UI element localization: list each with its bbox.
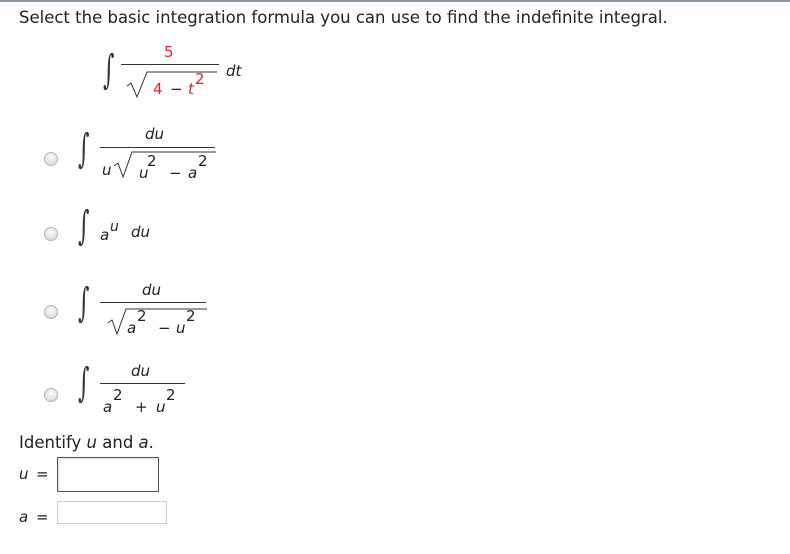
radicand-variable: t [188,80,194,98]
integral-numerator: 5 [164,43,174,61]
option-a-den-exp2: 2 [198,152,208,170]
integral-sign: ∫ [78,360,90,406]
option-a-numerator: du [145,125,165,143]
fraction-bar [100,383,185,384]
u-field-label: u [19,465,29,483]
option-c-den-exp1: 2 [137,307,147,325]
radicand-constant: 4 [153,80,163,98]
identify-suffix: . [148,433,154,452]
u-input[interactable] [57,457,159,492]
option-a-den-exp1: 2 [147,152,157,170]
option-c-den-exp2: 2 [186,307,196,325]
option-a-den-term2: a [188,164,198,182]
option-d-den-exp1: 2 [113,386,123,404]
option-c-den-term1: a [127,319,137,337]
fraction-bar [100,147,215,148]
option-d-den-term1: a [103,398,113,416]
integral-sign: ∫ [78,280,90,326]
option-c-den-term2: u [176,319,186,337]
identify-a: a [138,433,149,452]
differential: dt [226,62,242,80]
option-c-radio[interactable] [44,305,58,319]
option-d-numerator: du [131,362,151,380]
option-d-den-exp2: 2 [166,386,176,404]
a-field-label: a [19,508,29,526]
option-a-den-term1: u [139,164,149,182]
option-d-den-term2: u [156,398,166,416]
integral-sign: ∫ [78,126,90,172]
option-a-radio[interactable] [44,152,58,166]
option-b-exponent: u [110,219,119,235]
identify-prefix: Identify [19,433,87,452]
option-d-radio[interactable] [44,388,58,402]
a-field-equals: = [36,508,49,526]
radicand-minus: − [170,80,183,98]
question-text: Select the basic integration formula you can use to find the indefinite integral. [19,8,668,27]
option-c-numerator: du [142,281,162,299]
radicand-exponent: 2 [195,70,205,88]
option-b-differential: du [131,223,151,241]
identify-and: and [97,433,139,452]
identify-u: u [86,433,97,452]
fraction-bar [121,64,219,65]
option-a-den-minus: − [169,164,182,182]
integral-sign: ∫ [78,203,90,249]
a-input[interactable] [57,501,167,524]
option-d-den-plus: + [135,398,148,416]
option-a-den-u: u [102,161,112,179]
option-b-radio[interactable] [44,227,58,241]
option-b-base: a [100,226,110,244]
u-field-equals: = [36,465,49,483]
top-rule [0,0,790,2]
fraction-bar [100,302,206,303]
option-c-den-minus: − [158,319,171,337]
identify-prompt [19,433,154,452]
integral-sign: ∫ [103,47,115,93]
